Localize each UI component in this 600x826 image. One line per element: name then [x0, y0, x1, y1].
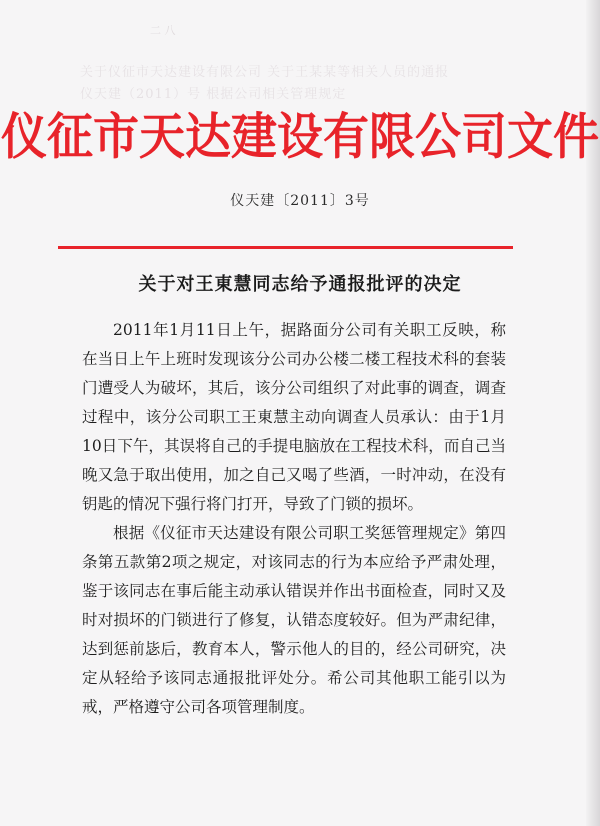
bleed-through-text [80, 62, 520, 106]
document-number: 仪天建〔2011〕3号 [230, 193, 370, 209]
document-title: 关于对王東慧同志给予通报批评的决定 [138, 274, 462, 295]
document-masthead: 仪征市天达建设有限公司文件 [1, 106, 599, 166]
red-divider-line [58, 246, 513, 249]
body-paragraph: 根据《仪征市天达建设有限公司职工奖惩管理规定》第四条第五款第2项之规定，对该同志的行为本应给予严肃处理，鉴于该同志在事后能主动承认错误并作出书面检查，同时又及时对损坏的门锁进行了修复，认错态度较好。但为严肃纪律，达到惩前毖后，教育本人，警示他人的目的，经公司研究，决定从轻给予该同志通报批评处分。希公司其他职工能引以为戒，严格遵守公司各项管理制度。 [82, 524, 506, 716]
bleed-through-line: 仪天建（2011）号 根据公司相关管理规定 [80, 87, 347, 102]
document-body [82, 316, 506, 722]
body-paragraph: 2011年1月11日上午，据路面分公司有关职工反映，称在当日上午上班时发现该分公司办公楼二楼工程技术科的套装门遭受人为破坏，其后，该分公司组织了对此事的调查，调查过程中，该分公司职工王東慧主动向调查人员承认：由于1月10日下午，其误将自己的手提电脑放在工程技术科，而自己当晚又急于取出使用，加之自己又喝了些酒，一时冲动，在没有钥匙的情况下强行将门打开，导致了门锁的损坏。 [82, 321, 506, 513]
faint-mark: 二 八 [150, 24, 176, 37]
bleed-through-line: 关于仪征市天达建设有限公司 关于王某某等相关人员的通报 [80, 65, 450, 80]
